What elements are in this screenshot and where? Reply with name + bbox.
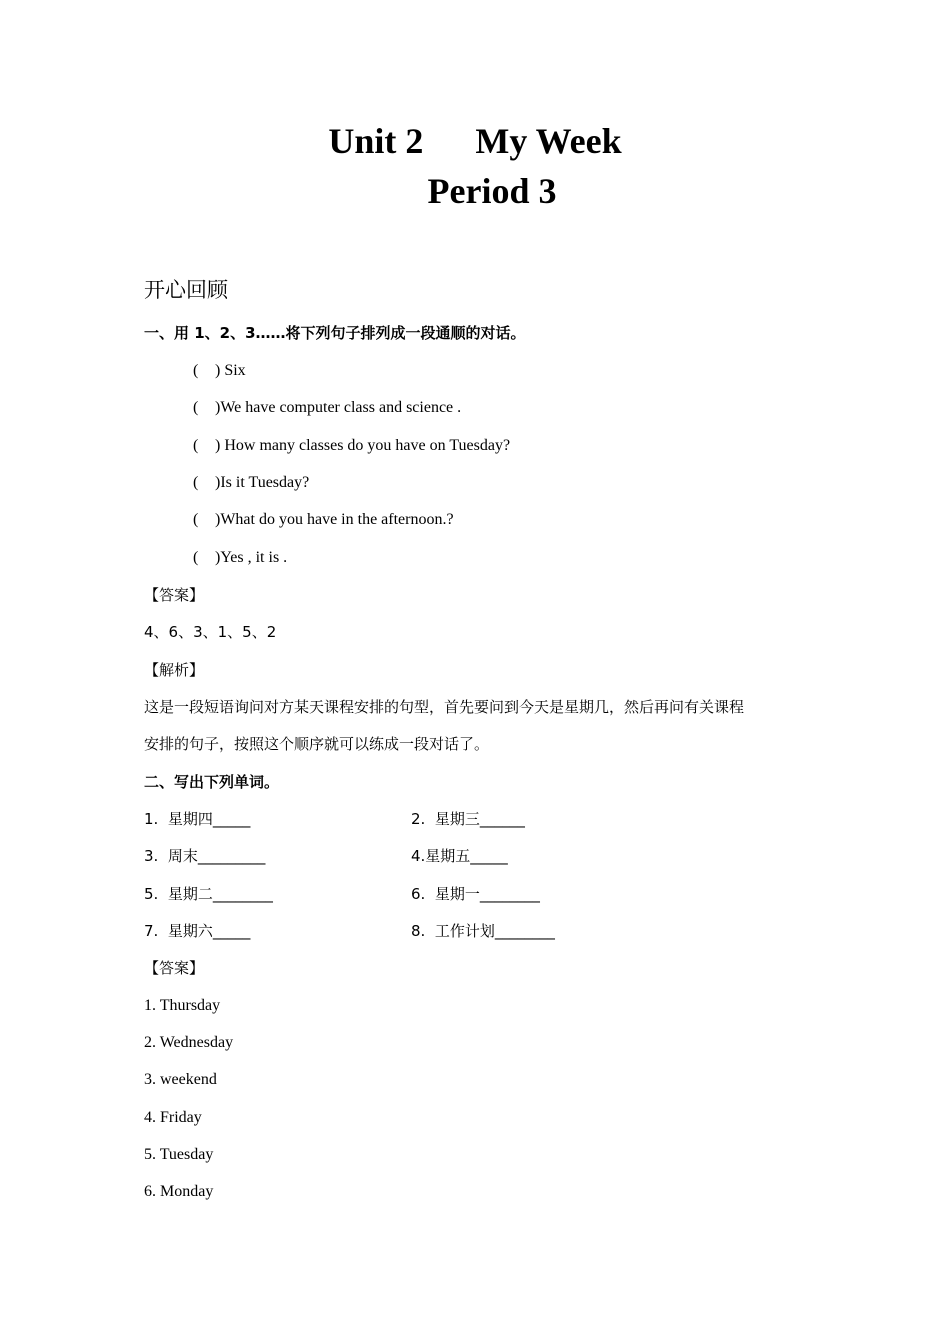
answer-item: 1. Thursday — [144, 997, 221, 1014]
period-title: Period 3 — [427, 171, 557, 211]
word-item: 3. 周末_________ — [144, 847, 266, 865]
analysis-text: 安排的句子，按照这个顺序就可以练成一段对话了。 — [144, 735, 490, 753]
answer-label: 【答案】 — [144, 959, 205, 977]
section-heading: 开心回顾 — [144, 278, 228, 302]
word-item: 7. 星期六_____ — [144, 922, 251, 940]
word-item: 4.星期五_____ — [411, 847, 508, 865]
part2-heading: 二、写出下列单词。 — [144, 773, 280, 791]
unit-title — [0, 121, 950, 161]
analysis-label: 【解析】 — [144, 661, 205, 679]
list-item: ( )What do you have in the afternoon.? — [193, 511, 454, 528]
answer-text: 4、6、3、1、5、2 — [144, 623, 277, 641]
word-item: 1. 星期四_____ — [144, 810, 251, 828]
list-item: ( ) How many classes do you have on Tuesday? — [193, 437, 511, 454]
list-item: ( )Yes , it is . — [193, 549, 288, 566]
list-item: ( )Is it Tuesday? — [193, 474, 310, 491]
answer-item: 5. Tuesday — [144, 1146, 214, 1163]
word-item: 6. 星期一________ — [411, 885, 540, 903]
answer-item: 2. Wednesday — [144, 1034, 234, 1051]
unit-number: Unit 2 — [328, 121, 424, 161]
part1-heading: 一、用 1、2、3……将下列句子排列成一段通顺的对话。 — [144, 324, 526, 342]
answer-item: 3. weekend — [144, 1071, 217, 1088]
answer-item: 4. Friday — [144, 1109, 202, 1126]
list-item: ( ) Six — [193, 362, 246, 379]
answer-label: 【答案】 — [144, 586, 205, 604]
answer-item: 6. Monday — [144, 1183, 214, 1200]
word-item: 8. 工作计划________ — [411, 922, 555, 940]
unit-topic: My Week — [475, 121, 622, 161]
word-item: 2. 星期三______ — [411, 810, 525, 828]
analysis-text: 这是一段短语询问对方某天课程安排的句型，首先要问到今天是星期几，然后再问有关课程 — [144, 698, 745, 716]
list-item: ( )We have computer class and science . — [193, 399, 462, 416]
word-item: 5. 星期二________ — [144, 885, 273, 903]
